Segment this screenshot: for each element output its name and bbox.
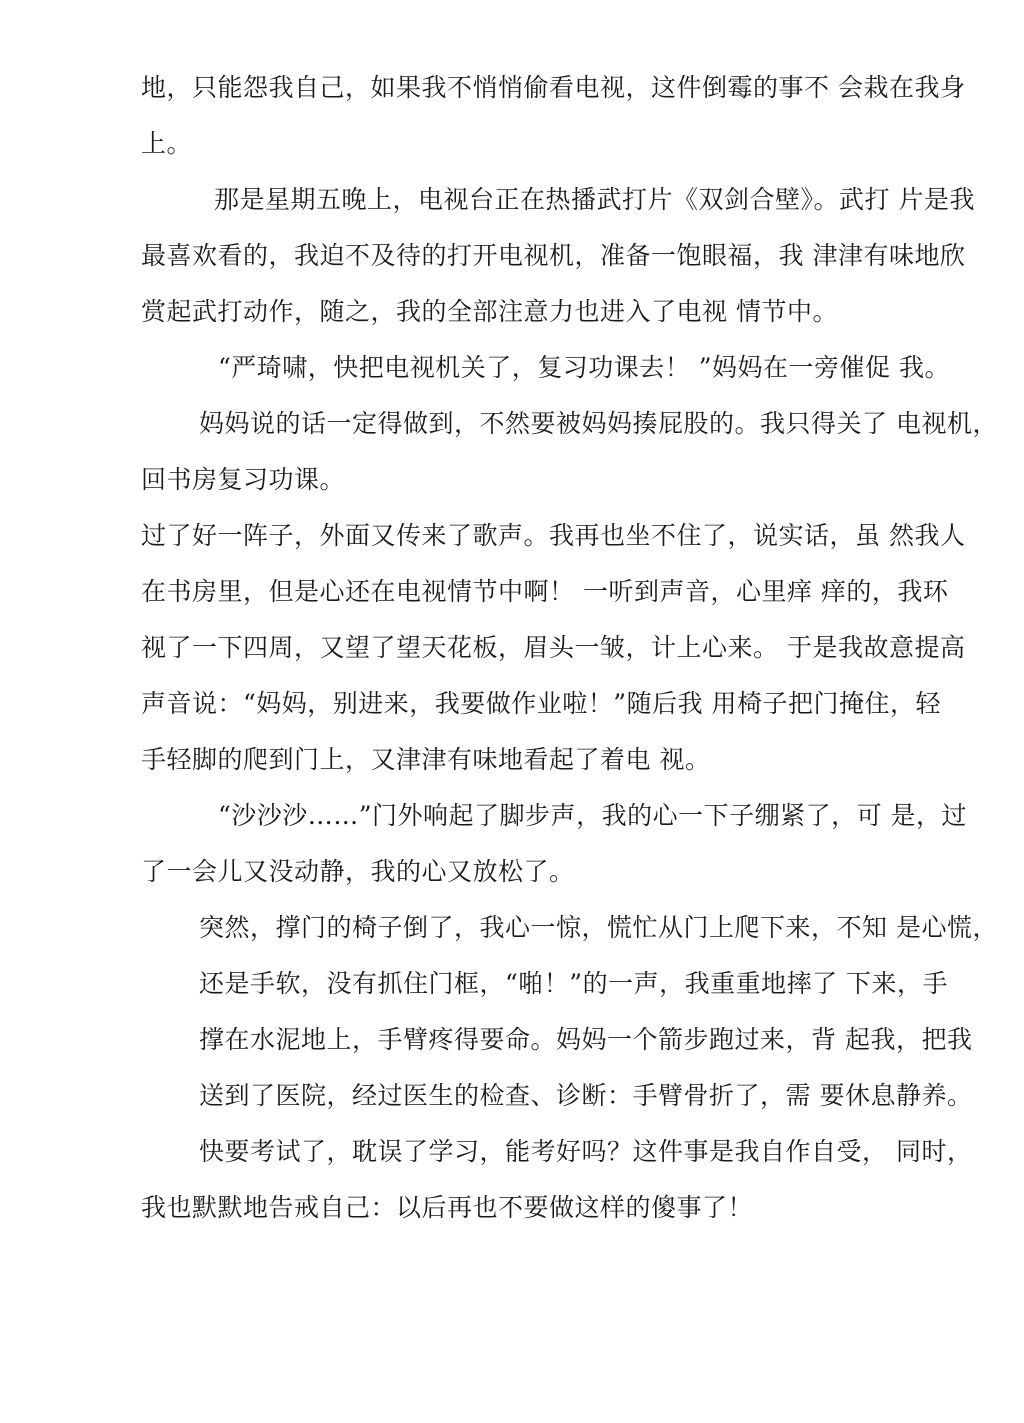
text-line: 我也默默地告戒自己：以后再也不要做这样的傻事了！: [141, 1193, 754, 1222]
text-line: 上。: [141, 129, 193, 158]
text-line: “沙沙沙……”门外响起了脚步声，我的心一下子绷紧了，可 是，过: [218, 801, 968, 830]
text-line: 撑在水泥地上，手臂疼得要命。妈妈一个箭步跑过来，背 起我，把我: [199, 1025, 973, 1054]
text-line: 还是手软，没有抓住门框，“啪！”的一声，我重重地摔了 下来，手: [199, 969, 949, 998]
text-line: 赏起武打动作，随之，我的全部注意力也进入了电视 情节中。: [141, 297, 838, 326]
text-line: 手轻脚的爬到门上，又津津有味地看起了着电 视。: [141, 745, 711, 774]
text-line: 那是星期五晚上，电视台正在热播武打片《双剑合壁》。武打 片是我: [214, 185, 975, 214]
text-line: 视了一下四周，又望了望天花板，眉头一皱，计上心来。 于是我故意提高: [141, 633, 966, 662]
text-line: 送到了医院，经过医生的检查、诊断：手臂骨折了，需 要休息静养。: [199, 1081, 973, 1110]
text-line: 过了好一阵子，外面又传来了歌声。我再也坐不住了，说实话，虽 然我人: [141, 521, 966, 550]
text-line: 声音说：“妈妈，别进来，我要做作业啦！”随后我 用椅子把门掩住，轻: [141, 689, 942, 718]
text-line: 快要考试了，耽误了学习，能考好吗？这件事是我自作自受， 同时，: [199, 1137, 973, 1166]
text-line: 在书房里，但是心还在电视情节中啊！ 一听到声音，心里痒 痒的，我环: [141, 577, 949, 606]
text-line: 回书房复习功课。: [141, 465, 346, 494]
text-line: 妈妈说的话一定得做到，不然要被妈妈揍屁股的。我只得关了 电视机，: [199, 409, 998, 438]
text-line: 最喜欢看的，我迫不及待的打开电视机，准备一饱眼福，我 津津有味地欣: [141, 241, 966, 270]
text-line: 了一会儿又没动静，我的心又放松了。: [141, 857, 575, 886]
text-line: “严琦啸，快把电视机关了，复习功课去！ ”妈妈在一旁催促 我。: [218, 353, 950, 382]
text-line: 突然，撑门的椅子倒了，我心一惊，慌忙从门上爬下来，不知 是心慌，: [199, 913, 998, 942]
text-line: 地，只能怨我自己，如果我不悄悄偷看电视，这件倒霉的事不 会栽在我身: [141, 73, 966, 102]
